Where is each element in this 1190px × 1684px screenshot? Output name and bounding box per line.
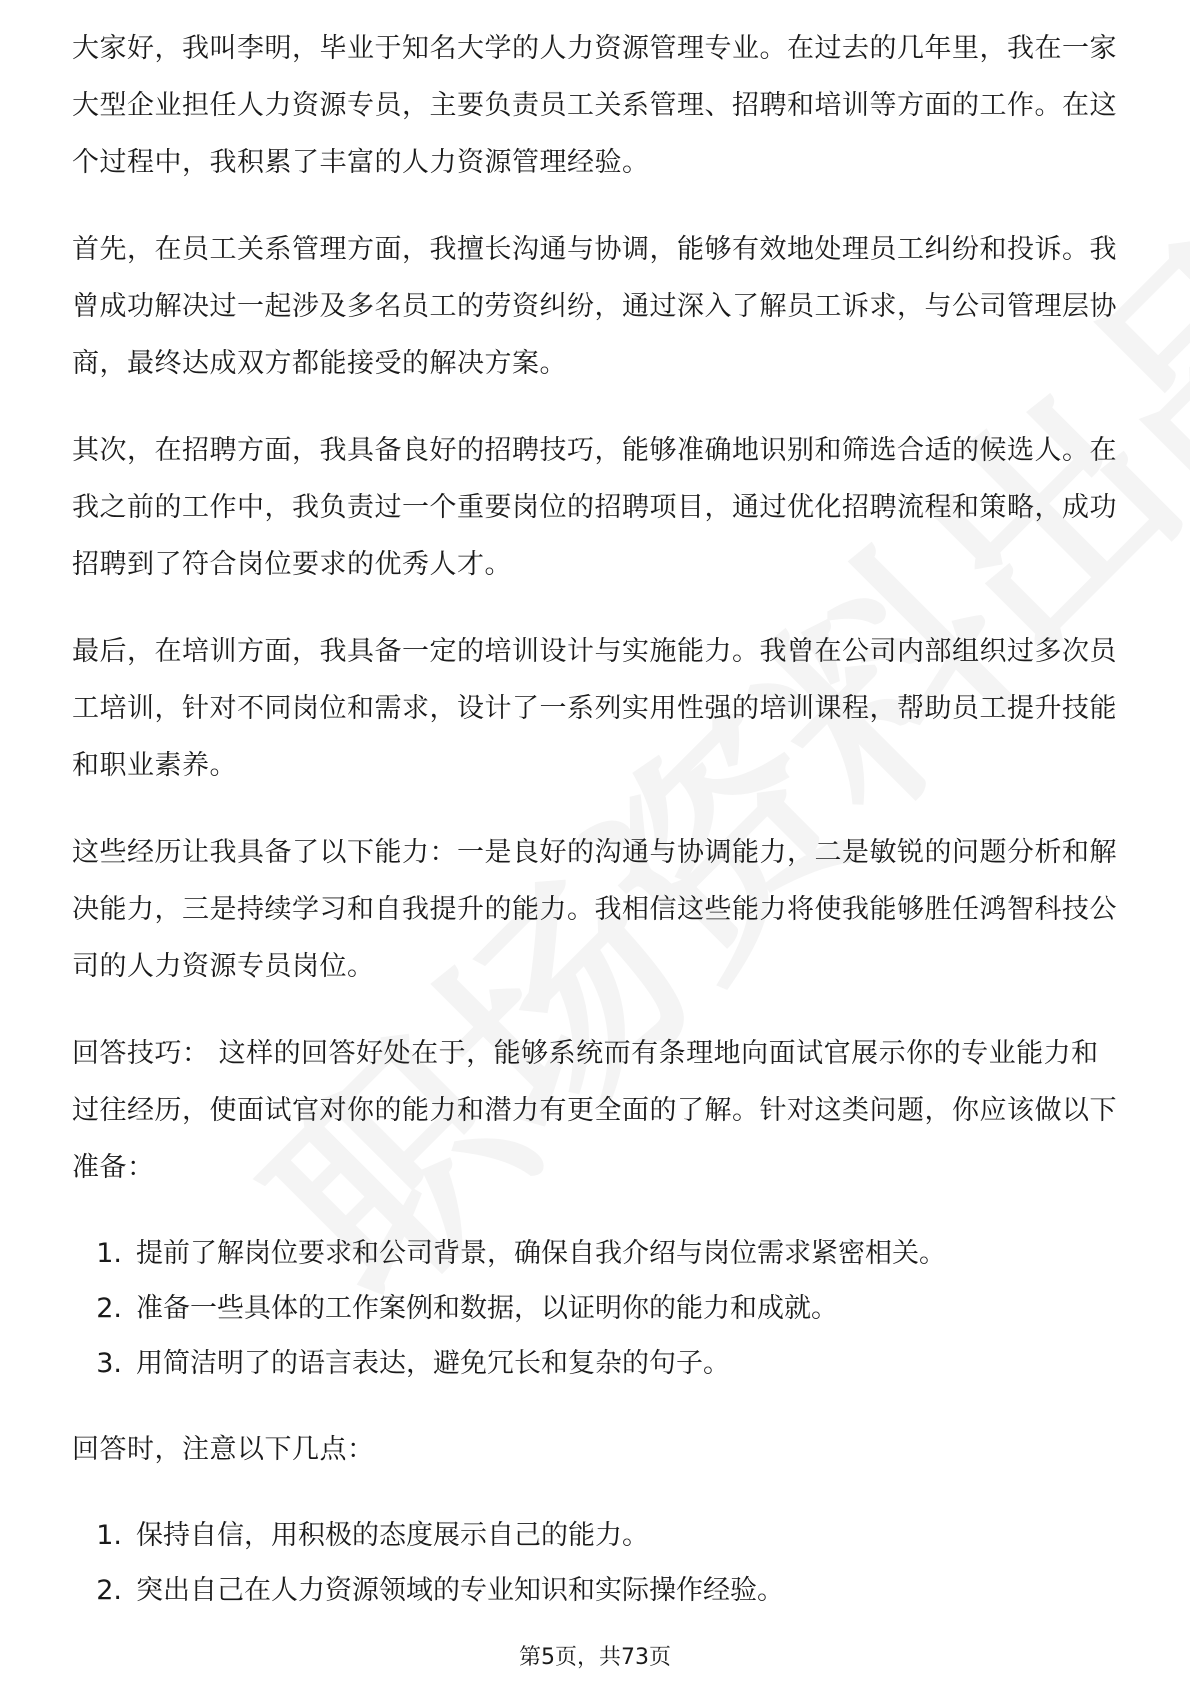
list-item <box>72 1281 1122 1336</box>
list-item <box>72 1563 1122 1618</box>
list-number: 2. <box>96 1575 122 1606</box>
notes-list <box>72 1508 1122 1618</box>
list-number: 2. <box>96 1293 122 1324</box>
list-text: 突出自己在人力资源领域的专业知识和实际操作经验。 <box>136 1575 784 1606</box>
paragraph-training: 最后，在培训方面，我具备一定的培训设计与实施能力。我曾在公司内部组织过多次员工培训，针对不同岗位和需求，设计了一系列实用性强的培训课程，帮助员工提升技能和职业素养。 <box>72 636 1117 781</box>
list-item <box>72 1336 1122 1391</box>
paragraph-employee-relations: 首先，在员工关系管理方面，我擅长沟通与协调，能够有效地处理员工纠纷和投诉。我曾成功解决过一起涉及多名员工的劳资纠纷，通过深入了解员工诉求，与公司管理层协商，最终达成双方都能接受的解决方案。 <box>72 234 1117 379</box>
paragraph-recruitment: 其次，在招聘方面，我具备良好的招聘技巧，能够准确地识别和筛选合适的候选人。在我之前的工作中，我负责过一个重要岗位的招聘项目，通过优化招聘流程和策略，成功招聘到了符合岗位要求的优秀人才。 <box>72 435 1117 580</box>
list-number: 3. <box>96 1348 122 1379</box>
page-footer: 第5页，共73页 <box>519 1645 671 1670</box>
list-text: 用简洁明了的语言表达，避免冗长和复杂的句子。 <box>136 1348 730 1379</box>
paragraph-answer-tips: 回答技巧： 这样的回答好处在于，能够系统而有条理地向面试官展示你的专业能力和过往经历，使面试官对你的能力和潜力有更全面的了解。针对这类问题，你应该做以下准备： <box>72 1038 1117 1183</box>
list-text: 保持自信，用积极的态度展示自己的能力。 <box>136 1520 649 1551</box>
preparation-list <box>72 1226 1122 1391</box>
list-text: 提前了解岗位要求和公司背景，确保自我介绍与岗位需求紧密相关。 <box>136 1238 946 1269</box>
paragraph-notes-heading: 回答时，注意以下几点： <box>72 1434 375 1465</box>
list-item <box>72 1226 1122 1281</box>
list-item <box>72 1508 1122 1563</box>
list-number: 1. <box>96 1520 122 1551</box>
list-number: 1. <box>96 1238 122 1269</box>
paragraph-abilities: 这些经历让我具备了以下能力：一是良好的沟通与协调能力，二是敏锐的问题分析和解决能力，三是持续学习和自我提升的能力。我相信这些能力将使我能够胜任鸿智科技公司的人力资源专员岗位。 <box>72 837 1117 982</box>
list-text: 准备一些具体的工作案例和数据，以证明你的能力和成就。 <box>136 1293 838 1324</box>
document-body <box>72 24 1122 1648</box>
paragraph-intro: 大家好，我叫李明，毕业于知名大学的人力资源管理专业。在过去的几年里，我在一家大型企业担任人力资源专员，主要负责员工关系管理、招聘和培训等方面的工作。在这个过程中，我积累了丰富的人力资源管理经验。 <box>72 33 1117 178</box>
